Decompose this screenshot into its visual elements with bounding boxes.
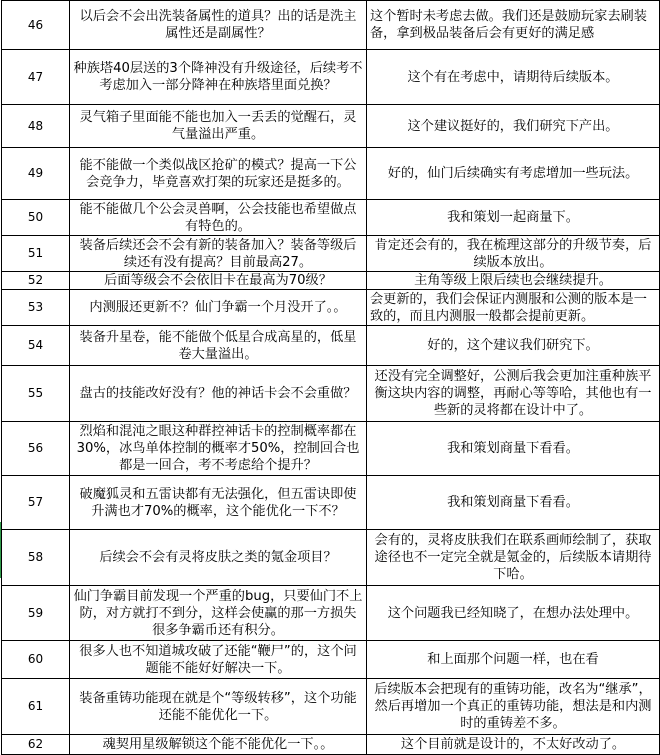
answer-cell: 我和策划商量下看看。 (367, 476, 660, 530)
row-number: 57 (2, 476, 70, 530)
row-number: 51 (2, 236, 70, 272)
table-row (2, 586, 660, 641)
table-row (2, 236, 660, 272)
answer-cell: 这个问题我已经知晓了，在想办法处理中。 (367, 586, 660, 641)
answer-cell: 好的，仙门后续确实有考虑增加一些玩法。 (367, 148, 660, 200)
answer-cell: 这个建议挺好的，我们研究下产出。 (367, 105, 660, 148)
answer-cell: 后续版本会把现有的重铸功能，改名为“继承”，然后再增加一个真正的重铸功能，想法是和内测时的重铸差不多。 (367, 679, 660, 735)
answer-cell: 会更新的，我们会保证内测服和公测的版本是一致的，而且内测服一般都会提前更新。 (367, 290, 660, 326)
table-row (2, 290, 660, 326)
question-cell: 破魔狐灵和五雷诀都有无法强化，但五雷诀即使升满也才70%的概率，这个能优化一下不？ (70, 476, 367, 530)
table-row (2, 641, 660, 679)
row-number: 48 (2, 105, 70, 148)
question-cell: 装备升星卷，能不能做个低星合成高星的，低星卷大量溢出。 (70, 326, 367, 366)
question-cell: 种族塔40层送的3个降神没有升级途径，后续考不考虑加入一部分降神在种族塔里面兑换？ (70, 50, 367, 105)
row-number: 46 (2, 1, 70, 50)
feedback-table (1, 0, 660, 755)
table-row (2, 735, 660, 755)
row-number: 60 (2, 641, 70, 679)
row-number: 47 (2, 50, 70, 105)
table-row (2, 105, 660, 148)
question-cell: 能不能做一个类似战区抢矿的模式？提高一下公会竞争力，毕竟喜欢打架的玩家还是挺多的。 (70, 148, 367, 200)
question-cell: 后续会不会有灵将皮肤之类的氪金项目？ (70, 530, 367, 586)
question-cell: 魂契用星级解锁这个能不能优化一下。。 (70, 735, 367, 755)
question-cell: 装备后续还会不会有新的装备加入？装备等级后续还有没有提高？目前最高27。 (70, 236, 367, 272)
row-number: 61 (2, 679, 70, 735)
question-cell: 能不能做几个公会灵兽啊，公会技能也希望做点有特色的。 (70, 200, 367, 236)
answer-cell: 会有的，灵将皮肤我们在联系画师绘制了，获取途径也不一定完全就是氪金的，后续版本请期待下哈。 (367, 530, 660, 586)
answer-cell: 肯定还会有的，我在梳理这部分的升级节奏，后续版本放出。 (367, 236, 660, 272)
answer-cell: 还没有完全调整好，公测后我会更加注重种族平衡这块内容的调整，再耐心等等哈，其他也有一些新的灵将都在设计中了。 (367, 366, 660, 422)
table-row (2, 422, 660, 476)
table-row (2, 326, 660, 366)
answer-cell: 和上面那个问题一样，也在看 (367, 641, 660, 679)
row-number: 58 (2, 530, 70, 586)
table-row (2, 1, 660, 50)
table-row (2, 366, 660, 422)
question-cell: 装备重铸功能现在就是个“等级转移”，这个功能还能不能优化一下。 (70, 679, 367, 735)
table-row (2, 50, 660, 105)
answer-cell: 我和策划一起商量下。 (367, 200, 660, 236)
question-cell: 内测服还更新不？仙门争霸一个月没开了。。 (70, 290, 367, 326)
row-number: 56 (2, 422, 70, 476)
table-row (2, 200, 660, 236)
answer-cell: 这个有在考虑中，请期待后续版本。 (367, 50, 660, 105)
row-number: 59 (2, 586, 70, 641)
question-cell: 仙门争霸目前发现一个严重的bug，只要仙门不上防，对方就打不到分，这样会使赢的那一方损失很多争霸币还有积分。 (70, 586, 367, 641)
answer-cell: 这个暂时未考虑去做。我们还是鼓励玩家去刷装备，拿到极品装备后会有更好的满足感 (367, 1, 660, 50)
row-number: 62 (2, 735, 70, 755)
answer-cell: 我和策划商量下看看。 (367, 422, 660, 476)
answer-cell: 主角等级上限后续也会继续提升。 (367, 272, 660, 290)
answer-cell: 这个目前就是设计的，不太好改动了。 (367, 735, 660, 755)
row-number: 54 (2, 326, 70, 366)
row-number: 50 (2, 200, 70, 236)
row-number: 53 (2, 290, 70, 326)
row-number: 49 (2, 148, 70, 200)
row-number: 52 (2, 272, 70, 290)
answer-cell: 好的，这个建议我们研究下。 (367, 326, 660, 366)
table-row (2, 148, 660, 200)
table-row (2, 530, 660, 586)
table-row (2, 679, 660, 735)
table-row (2, 272, 660, 290)
table-row (2, 476, 660, 530)
question-cell: 烈焰和混沌之眼这种群控神话卡的控制概率都在30%，冰鸟单体控制的概率才50%，控制回合也都是一回合，考不考虑给个提升？ (70, 422, 367, 476)
question-cell: 以后会不会出洗装备属性的道具？出的话是洗主属性还是副属性？ (70, 1, 367, 50)
question-cell: 灵气箱子里面能不能也加入一丢丢的觉醒石，灵气量溢出严重。 (70, 105, 367, 148)
question-cell: 后面等级会不会依旧卡在最高为70级？ (70, 272, 367, 290)
row-number: 55 (2, 366, 70, 422)
question-cell: 很多人也不知道城攻破了还能“鞭尸”的，这个问题能不能好好解决一下。 (70, 641, 367, 679)
question-cell: 盘古的技能改好没有？他的神话卡会不会重做？ (70, 366, 367, 422)
